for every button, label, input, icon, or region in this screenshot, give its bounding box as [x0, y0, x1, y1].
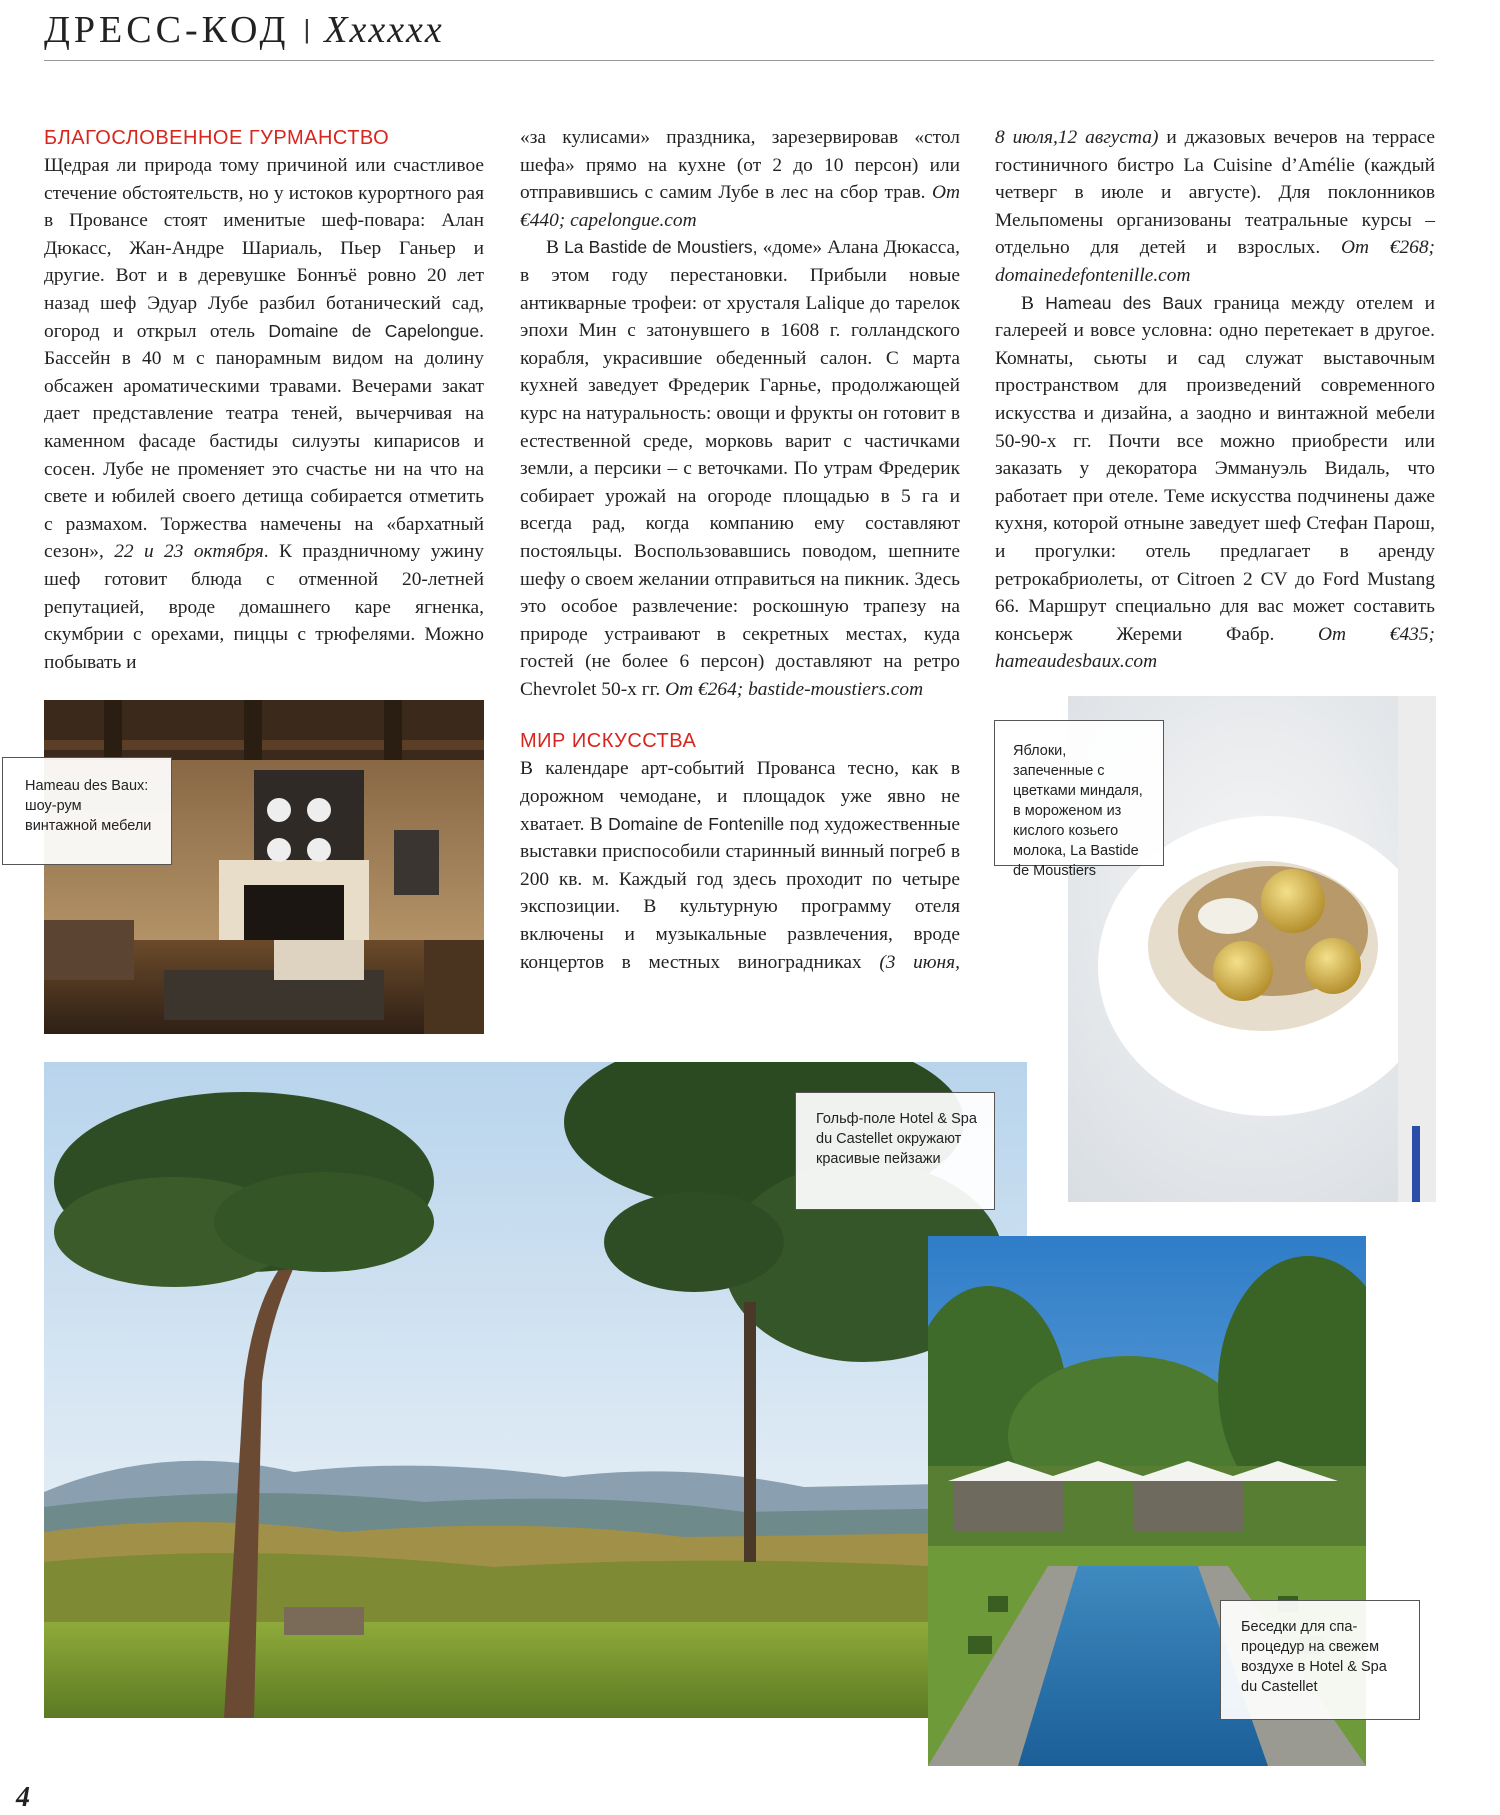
text-run: . К праздничному ужину шеф готовит блюда с отменной 20-летней репутацией, вроде домашнего каре ягненка, скумбрии с орехами, пиццы с трюфелями. Можно побывать и	[44, 541, 484, 673]
paragraph-moustiers	[520, 234, 960, 703]
paragraph-hameau	[995, 290, 1435, 676]
heading-art: МИР ИСКУССТВА	[520, 730, 697, 753]
section-header	[44, 8, 444, 52]
text-run: В	[546, 237, 559, 259]
header-separator: |	[303, 14, 311, 44]
hotel-name-fontenille: Domaine de Fontenille	[608, 813, 785, 834]
column-3	[995, 124, 1435, 676]
paragraph-fontenille	[520, 755, 960, 976]
price-moustiers: От €264; bastide-moustiers.com	[665, 678, 924, 700]
paragraph-capelongue-cont	[520, 124, 960, 234]
text-run: под художественные выставки приспособили старинный винный погреб в 200 кв. м. Каждый год здесь проходит по четыре экспозиции. В культурную программу отеля включены и музыкальные развлечения, вроде концертов в местных виноградниках	[520, 813, 960, 973]
hotel-name-moustiers: La Bastide de Moustiers,	[564, 237, 758, 258]
caption-golf: Гольф-поле Hotel & Spa du Castellet окружают красивые пейзажи	[795, 1092, 995, 1210]
dates-october: 22 и 23 октября	[114, 541, 264, 563]
section-title: ДРЕСС-КОД	[44, 9, 290, 51]
caption-apples: Яблоки, запеченные с цветками миндаля, в мороженом из кислого козьего молока, La Bastide de Moustiers	[994, 720, 1164, 866]
column-1	[44, 124, 484, 676]
caption-interior: Hameau des Baux: шоу-рум винтажной мебели	[2, 757, 172, 865]
price-capelongue: От €440; capelongue.com	[520, 182, 960, 231]
text-run: . Бассейн в 40 м с панорамным видом на долину обсажен ароматическими травами. Вечерами закат дает представление театра теней, вычерчивая на каменном фасаде бастиды силуэты кипарисов и сосен. Лубе не променяет это счастье ни на что на свете и юбилей своего детища собирается отметить с размахом. Торжества намечены на «бархатный сезон»,	[44, 320, 484, 563]
paragraph-capelongue	[44, 152, 484, 676]
text-run: граница между отелем и галереей и вовсе условна: одно перетекает в другое. Комнаты, сьюты и сад служат выставочным пространством для произведений современного искусства и дизайна, а заодно и винтажной мебели 50-90-х гг. Почти все можно приобрести или заказать у декоратора Эммануэль Видаль, что работает при отеле. Теме искусства подчинены даже кухня, которой отныне заведует шеф Стефан Парош, и прогулки: отель предлагает в аренду ретрокабриолеты, от Citroen 2 CV до Ford Mustang 66. Маршрут специально для вас может составить консьерж Жереми Фабр.	[995, 292, 1435, 645]
dates-june: (3 июня,	[879, 951, 960, 973]
text-run: «доме» Алана Дюкасса, в этом году перестановки. Прибыли новые антикварные трофеи: от хрусталя Lalique до тарелок эпохи Мин с затонувшего в 1608 г. голландского корабля, украсившие обеденный салон. С марта кухней заведует Фредерик Гарнье, продолжающей курс на натуральность: овощи и фрукты он готовит в естественной среде, морковь варит с частичками земли, а персики – с веточками. По утрам Фредерик собирает урожай на огороде площадью в 5 га и всегда рад, когда компанию ему составляют постояльцы. Воспользовавшись поводом, шепните шефу о своем желании отправиться на пикник. Здесь это особое развлечение: роскошную трапезу на природе устраивают в секретных местах, куда гостей (не более 6 персон) доставляют на ретро Chevrolet 50-х гг.	[520, 237, 961, 700]
hotel-name-hameau: Hameau des Baux	[1045, 292, 1203, 313]
caption-spa: Беседки для спа-процедур на свежем воздухе в Hotel & Spa du Castellet	[1220, 1600, 1420, 1720]
text-run: Щедрая ли природа тому причиной или счастливое стечение обстоятельств, но у истоков курортного рая в Провансе стоят именитые шеф-повара: Алан Дюкасс, Жан-Андре Шариаль, Пьер Ганьер и другие. Вот и в деревушке Боннъё ровно 20 лет назад шеф Эдуар Лубе разбил ботанический сад, огород и открыл отель	[44, 155, 484, 342]
section-subtitle: Хххххх	[324, 9, 444, 51]
dates-july-august: 8 июля,12 августа)	[995, 127, 1159, 148]
page-number: 4	[16, 1782, 30, 1813]
paragraph-fontenille-cont	[995, 124, 1435, 290]
header-rule	[44, 60, 1434, 61]
heading-gourmet: БЛАГОСЛОВЕННОЕ ГУРМАНСТВО	[44, 127, 390, 149]
text-run: и джазовых вечеров на террасе гостиничного бистро La Cuisine d’Amélie (каждый четверг в июле и августе). Для поклонников Мельпомены организованы театральные курсы – отдельно для детей и взрослых.	[995, 127, 1436, 259]
text-run: В календаре арт-событий Прованса тесно, как в дорожном чемодане, и площадок уже явно не хватает. В	[520, 758, 960, 835]
column-2	[520, 124, 960, 976]
text-run: «за кулисами» праздника, зарезервировав «стол шефа» прямо на кухне (от 2 до 10 персон) или отправившись с самим Лубе в лес на сбор трав.	[520, 127, 960, 204]
hotel-name-capelongue: Domaine de Capelongue	[268, 320, 480, 341]
text-run: В	[1021, 292, 1034, 314]
photo-hameau-interior	[44, 700, 484, 1034]
price-hameau: От €435; hameaudesbaux.com	[995, 623, 1435, 673]
price-fontenille: От €268; domainedefontenille.com	[995, 237, 1435, 286]
